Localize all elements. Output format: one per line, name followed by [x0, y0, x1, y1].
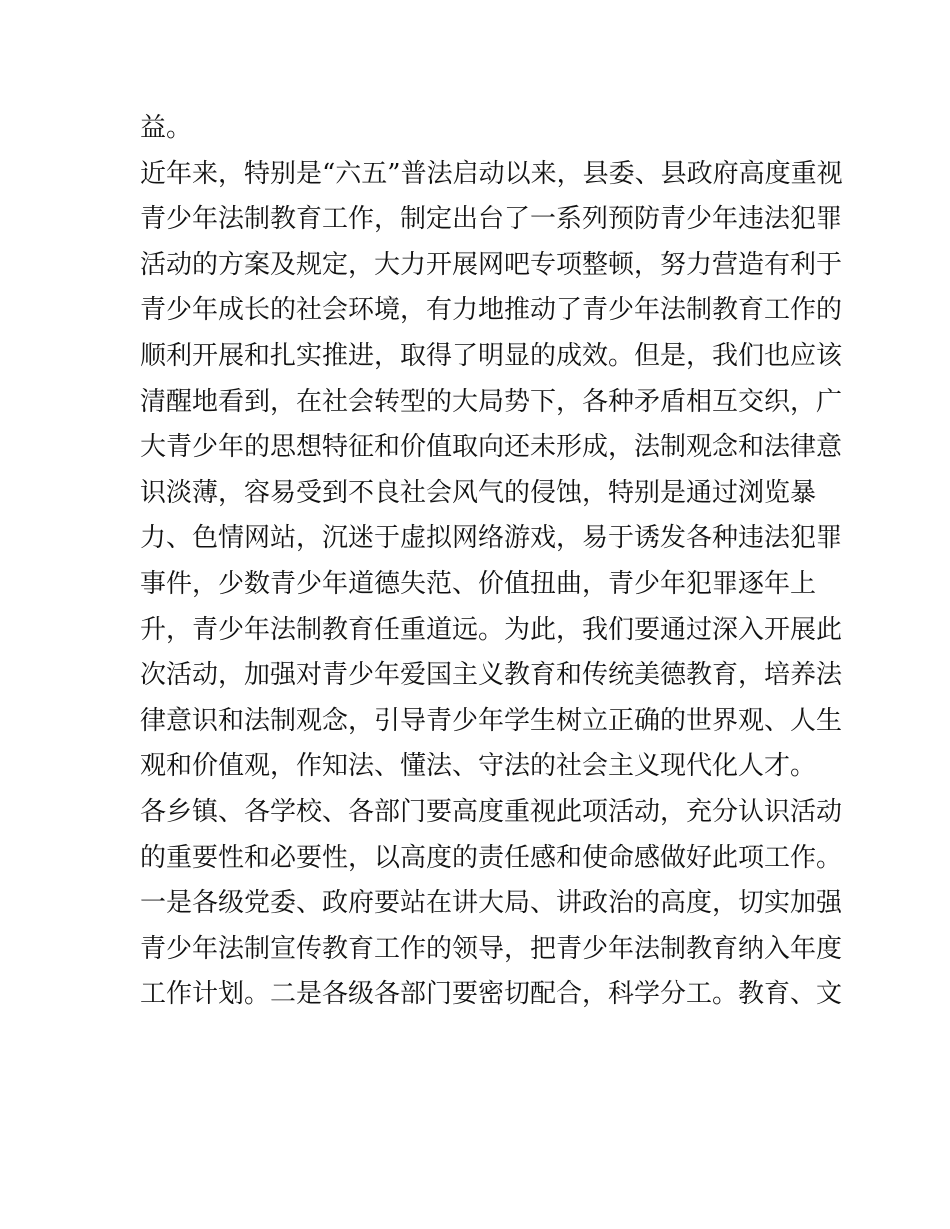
- document-body: [140, 106, 843, 1018]
- text-line: 顺利开展和扎实推进，取得了明显的成效。但是，我们也应该: [140, 340, 843, 371]
- text-line: 青少年成长的社会环境，有力地推动了青少年法制教育工作的: [140, 295, 843, 326]
- text-line: 升，青少年法制教育任重道远。为此，我们要通过深入开展此: [140, 614, 843, 645]
- text-line: 观和价值观，作知法、懂法、守法的社会主义现代化人才。: [140, 751, 817, 782]
- text-line: 大青少年的思想特征和价值取向还未形成，法制观念和法律意: [140, 432, 843, 463]
- text-line: 次活动，加强对青少年爱国主义教育和传统美德教育，培养法: [140, 660, 843, 691]
- text-line: 的重要性和必要性，以高度的责任感和使命感做好此项工作。: [140, 842, 843, 873]
- text-line: 益。: [140, 113, 193, 143]
- text-line: 事件，少数青少年道德失范、价值扭曲，青少年犯罪逐年上: [140, 568, 817, 599]
- text-line: 清醒地看到，在社会转型的大局势下，各种矛盾相互交织，广: [140, 386, 843, 417]
- text-line: 律意识和法制观念，引导青少年学生树立正确的世界观、人生: [140, 705, 843, 736]
- text-line: 各乡镇、各学校、各部门要高度重视此项活动，充分认识活动: [140, 796, 843, 827]
- text-line: 一是各级党委、政府要站在讲大局、讲政治的高度，切实加强: [140, 888, 843, 919]
- text-line: 工作计划。二是各级各部门要密切配合，科学分工。教育、文: [140, 979, 843, 1010]
- text-line: 青少年法制宣传教育工作的领导，把青少年法制教育纳入年度: [140, 933, 843, 964]
- text-line: 力、色情网站，沉迷于虚拟网络游戏，易于诱发各种违法犯罪: [140, 523, 843, 554]
- text-line: 活动的方案及规定，大力开展网吧专项整顿，努力营造有利于: [140, 249, 843, 280]
- text-line: 近年来，特别是“六五”普法启动以来，县委、县政府高度重视: [140, 158, 843, 189]
- text-line: 识淡薄，容易受到不良社会风气的侵蚀，特别是通过浏览暴: [140, 477, 817, 508]
- text-line: 青少年法制教育工作，制定出台了一系列预防青少年违法犯罪: [140, 204, 843, 235]
